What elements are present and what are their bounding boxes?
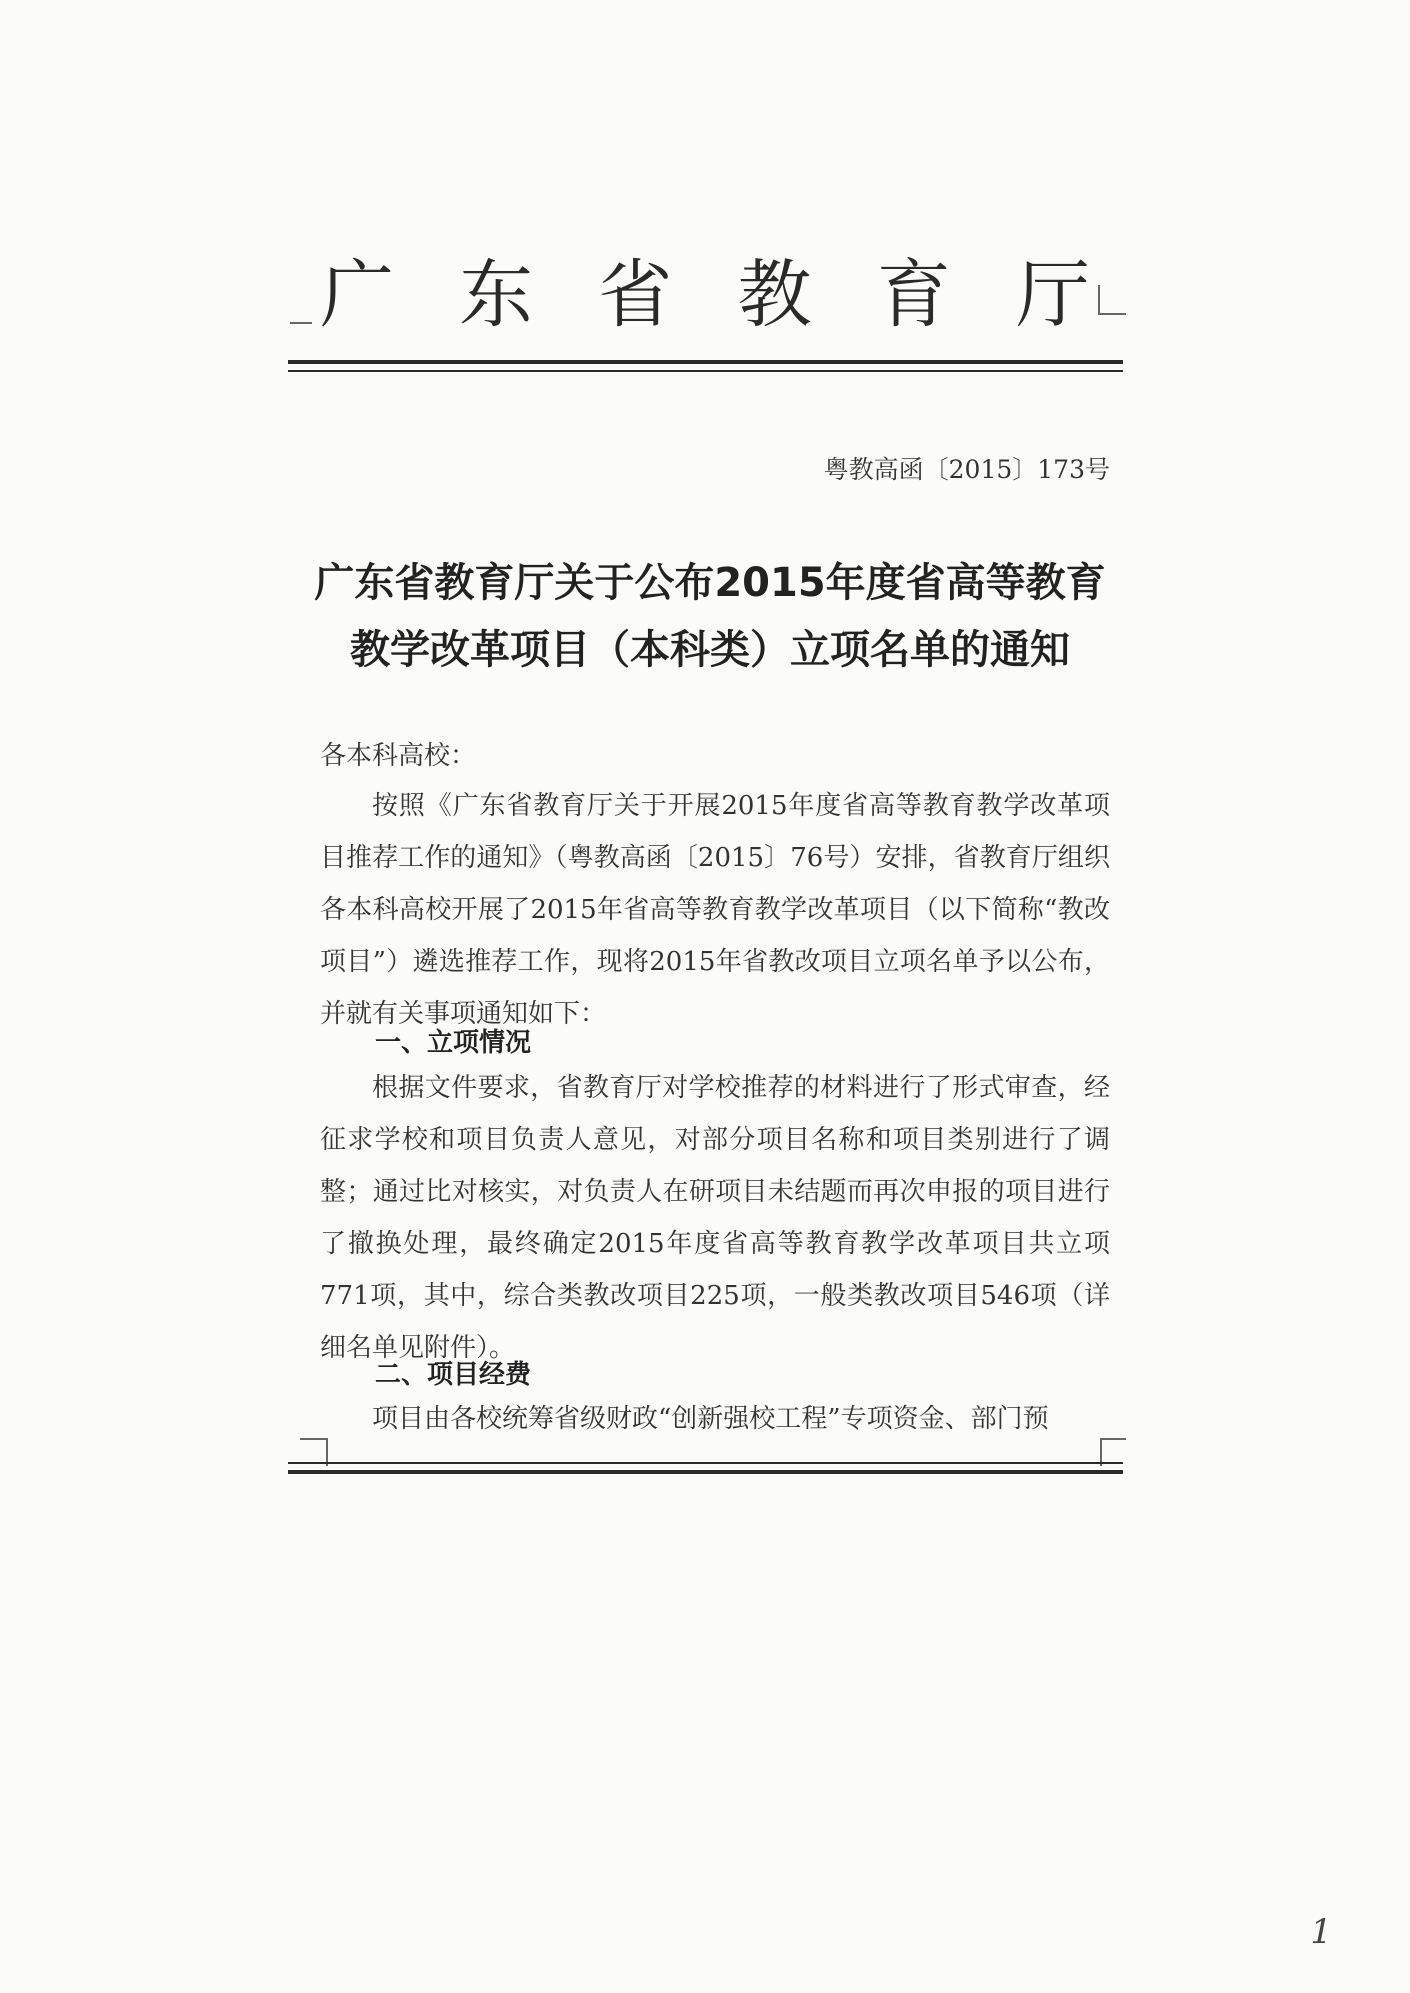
footer-rule-thin xyxy=(288,1462,1123,1464)
page-number: 1 xyxy=(1310,1912,1332,1952)
header-right-corner-mark xyxy=(1098,285,1126,315)
header-char: 广 xyxy=(320,252,394,338)
issuer-header xyxy=(320,252,1090,338)
addressee: 各本科高校： xyxy=(320,741,477,771)
header-rule-thin xyxy=(288,370,1123,372)
section-1-paragraph: 根据文件要求，省教育厅对学校推荐的材料进行了形式审查，经征求学校和项目负责人意见，对部分项目名称和项目类别进行了调整；通过比对核实，对负责人在研项目未结题而再次申报的项目进行了撤换处理，最终确定2015年度省高等教育教学改革项目共立项771项，其中，综合类教改项目225项，一般类教改项目546项（详细名单见附件）。 xyxy=(320,1073,1110,1363)
document-number: 粤教高函〔2015〕173号 xyxy=(823,455,1110,484)
header-char: 厅 xyxy=(1015,252,1090,338)
header-char: 育 xyxy=(876,252,951,338)
intro-paragraph: 按照《广东省教育厅关于开展2015年度省高等教育教学改革项目推荐工作的通知》（粤教高函〔2015〕76号）安排，省教育厅组织各本科高校开展了2015年省高等教育教学改革项目（以下简称“教改项目”）遴选推荐工作，现将2015年省教改项目立项名单予以公布，并就有关事项通知如下： xyxy=(320,791,1110,1029)
header-left-mark xyxy=(290,322,312,324)
section-2-heading: 二、项目经费 xyxy=(375,1360,532,1390)
header-char: 东 xyxy=(459,252,534,338)
document-title-line-2: 教学改革项目（本科类）立项名单的通知 xyxy=(350,627,1070,673)
header-char: 省 xyxy=(598,252,673,338)
footer-rule-thick xyxy=(288,1470,1123,1474)
section-2-paragraph: 项目由各校统筹省级财政“创新强校工程”专项资金、部门预 xyxy=(372,1404,1049,1434)
header-char: 教 xyxy=(737,252,812,338)
section-1-heading: 一、立项情况 xyxy=(375,1028,532,1058)
header-rule-thick xyxy=(288,360,1123,364)
document-title-line-1: 广东省教育厅关于公布2015年度省高等教育 xyxy=(314,560,1106,606)
